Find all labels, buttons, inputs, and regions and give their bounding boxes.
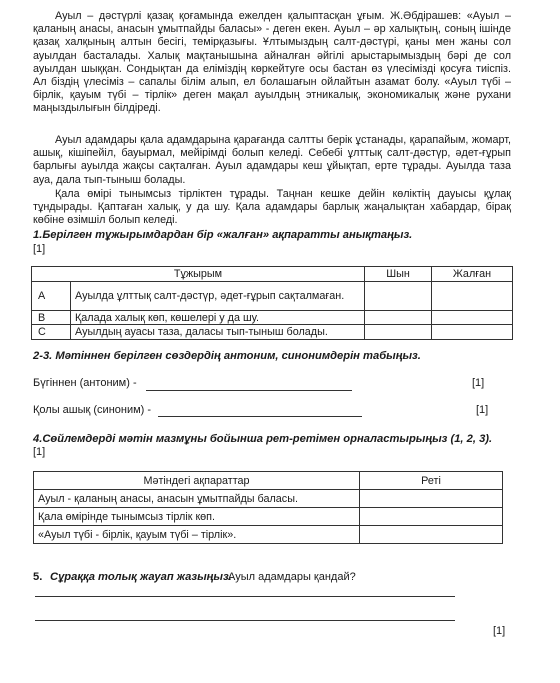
synonym-answer-line[interactable]: [158, 416, 362, 417]
order-table: [33, 471, 503, 544]
row-statement: Қалада халық көп, көшелері у да шу.: [71, 311, 365, 325]
header-statement: Тұжырым: [32, 267, 365, 282]
information-cell: «Ауыл түбі - бірлік, қауым түбі – тірлік».: [34, 526, 360, 544]
table-row: [32, 325, 513, 340]
order-answer-cell[interactable]: [360, 490, 503, 508]
order-answer-cell[interactable]: [360, 526, 503, 544]
information-cell: Ауыл - қаланың анасы, анасын ұмытпайды баласы.: [34, 490, 360, 508]
text-paragraph-1: Ауыл – дәстүрлі қазақ қоғамында ежелден қалыптасқан ұғым. Ж.Әбдірашев: «Ауыл – қаланың анасы, анасын ұмытпайды баласы» - деген екен. Ауыл – әр халықтың, соның ішінде қазақ халқының алтын бесігі, темірқазығы. Ұлтымыздың салт-дәстүрі, қаны мен жаны сол ауылдан басталады. Халық мақтанышына айналған әйгілі арыстарымыздың бәрі де сол ауылдан шыққан. Сондықтан да еліміздің көркейтуге осы бастан өз үлесімізді қосуға тиіспіз. Ал біздің үлесіміз – сапалы білім алып, ел болашағын ойлайтын азамат болу. «Ауыл түбі – бірлік, қауым түбі – тірлік» деген мақал ауылдың этникалық, экономикалық және рухани маңыздылығын білдіреді.: [33, 10, 511, 115]
false-answer-cell[interactable]: [432, 282, 513, 311]
question-4-title: 4.Сөйлемдерді мәтін мазмұны бойынша рет-ретімен орналастырыңыз (1, 2, 3).: [33, 433, 493, 445]
synonym-mark: [1]: [476, 404, 489, 416]
antonym-label: Бүгіннен (антоним) -: [33, 377, 137, 389]
answer-line-2[interactable]: [35, 620, 455, 621]
table-row: [32, 311, 513, 325]
false-answer-cell[interactable]: [432, 325, 513, 340]
table-header-row: [34, 472, 503, 490]
question-5-number: 5.: [33, 571, 43, 583]
false-answer-cell[interactable]: [432, 311, 513, 325]
table-row: [34, 526, 503, 544]
true-answer-cell[interactable]: [365, 325, 432, 340]
question-5-question: Ауыл адамдары қандай?: [228, 571, 356, 583]
order-answer-cell[interactable]: [360, 508, 503, 526]
header-true: Шын: [365, 267, 432, 282]
true-answer-cell[interactable]: [365, 282, 432, 311]
question-2-3-title: 2-3. Мәтіннен берілген сөздердің антоним, синонимдерін табыңыз.: [33, 350, 421, 362]
header-order: Реті: [360, 472, 503, 490]
answer-line-1[interactable]: [35, 596, 455, 597]
row-statement: Ауылда ұлттық салт-дәстүр, әдет-ғұрып сақталмаған.: [71, 282, 365, 311]
table-header-row: [32, 267, 513, 282]
row-letter: В: [32, 311, 71, 325]
header-false: Жалған: [432, 267, 513, 282]
table-row: [34, 490, 503, 508]
text-paragraph-2: Ауыл адамдары қала адамдарына қарағанда салтты берік ұстанады, қарапайым, жомарт, ашық, кішіпейіл, бауырмал, мейірімді болып келеді. Себебі ұлттық салт-дәстүр, әдет-ғұрып барлығы ауылда жақсы сақталған. Ауыл адамдары кеш ұйықтап, ерте тұрады. Ауылда таза ауа, дала тып-тыныш болады.: [33, 134, 511, 186]
antonym-mark: [1]: [472, 377, 485, 389]
question-1-mark: [1]: [33, 243, 46, 255]
text-paragraph-3: Қала өмірі тынымсыз тірліктен тұрады. Таңнан кешке дейін көліктің дауысы құлақ тұндырады. Қаптаған халық, у да шу. Қала адамдары барлық жаңалықтан хабардар, бірақ көбіне өзімшіл болып келеді.: [33, 188, 511, 227]
question-5-title: Сұраққа толық жауап жазыңыз.: [50, 571, 232, 583]
question-4-mark: [1]: [33, 446, 46, 458]
table-row: [32, 282, 513, 311]
row-letter: А: [32, 282, 71, 311]
information-cell: Қала өмірінде тынымсыз тірлік көп.: [34, 508, 360, 526]
question-5-mark: [1]: [493, 625, 506, 637]
synonym-label: Қолы ашық (синоним) -: [33, 404, 152, 416]
true-answer-cell[interactable]: [365, 311, 432, 325]
antonym-answer-line[interactable]: [146, 390, 352, 391]
row-statement: Ауылдың ауасы таза, даласы тып-тыныш болады.: [71, 325, 365, 340]
table-row: [34, 508, 503, 526]
true-false-table: [31, 266, 513, 340]
header-information: Мәтіндегі ақпараттар: [34, 472, 360, 490]
row-letter: С: [32, 325, 71, 340]
question-1-title: 1.Берілген тұжырымдардан бір «жалған» ақпаратты анықтаңыз.: [33, 229, 413, 241]
